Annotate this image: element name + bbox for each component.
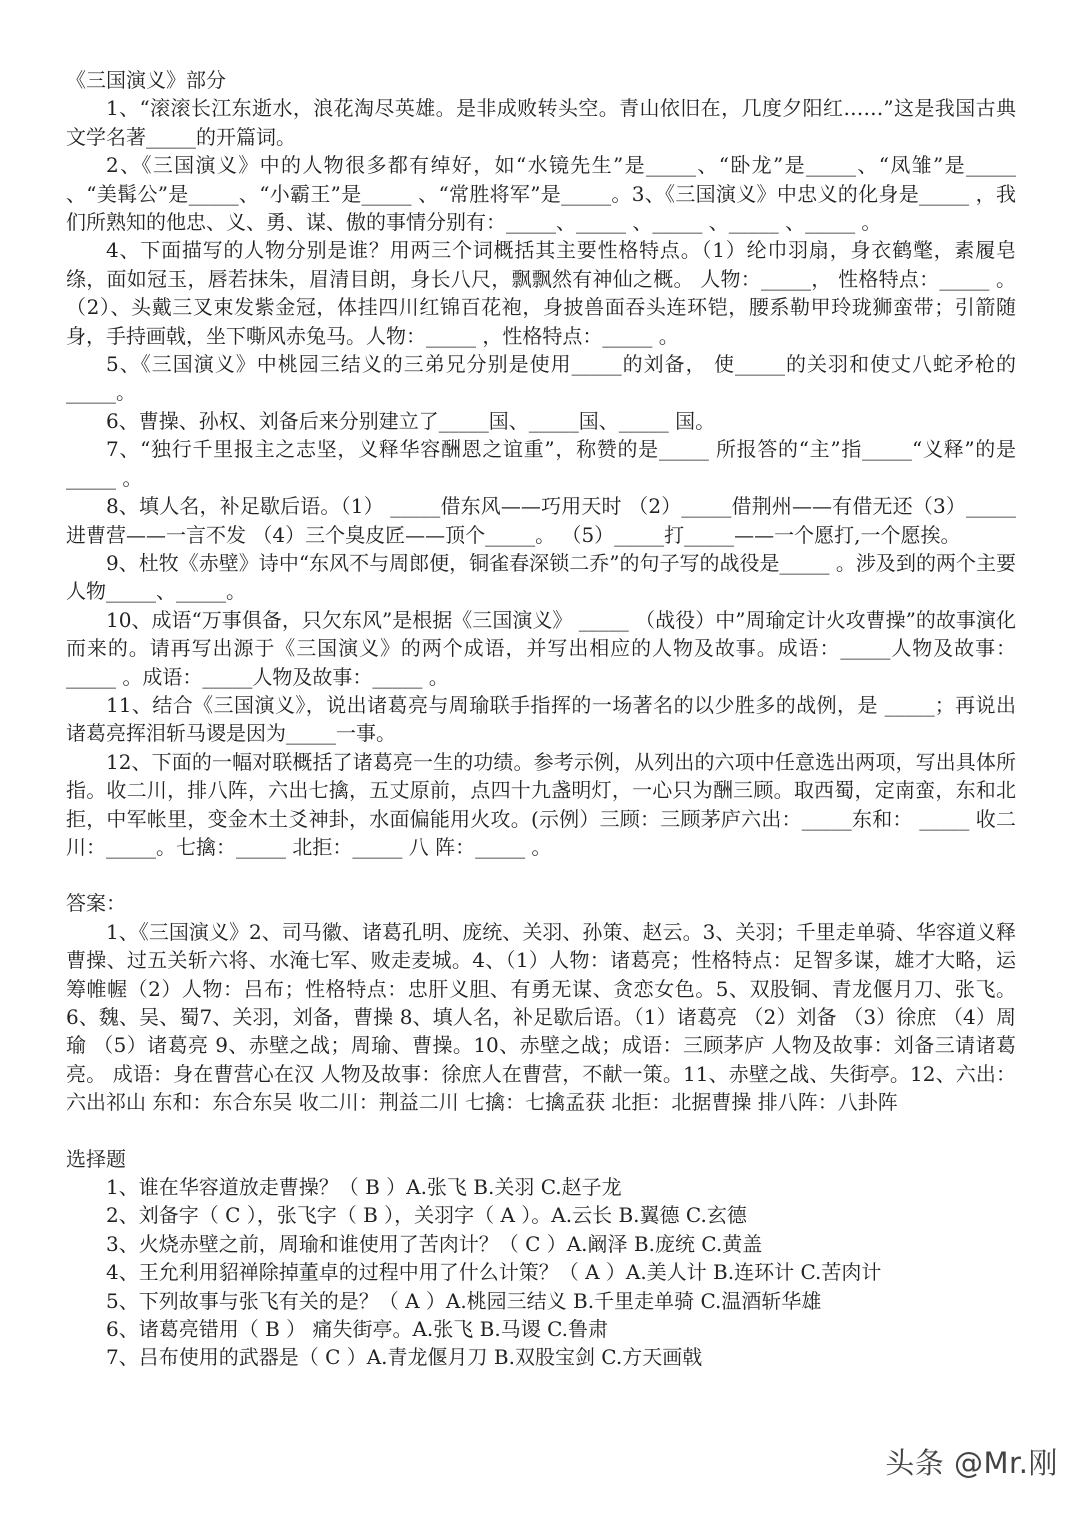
- question-11: 11、结合《三国演义》，说出诸葛亮与周瑜联手指挥的一场著名的以少胜多的战例，是 _____；再说出诸葛亮挥泪斩马谡是因为_____一事。: [66, 692, 1016, 746]
- choice-item-5: 5、下列故事与张飞有关的是？（ A ）A.桃园三结义 B.千里走单骑 C.温酒斩华雄: [106, 1288, 822, 1313]
- watermark: 头条 @Mr.刚: [885, 1446, 1058, 1480]
- choice-item-6: 6、诸葛亮错用（ B ） 痛失街亭。A.张飞 B.马谡 C.鲁肃: [106, 1317, 609, 1342]
- question-8: 8、填人名，补足歇后语。（1） _____借东风——巧用天时 （2）_____借荆州——有借无还（3）_____进曹营——一言不发 （4）三个臭皮匠——顶个_____。 （5）_____打_____——一个愿打,一个愿挨。: [66, 494, 1016, 547]
- choice-item-7: 7、吕布使用的武器是（ C ）A.青龙偃月刀 B.双股宝剑 C.方天画戟: [106, 1345, 703, 1370]
- question-1: 1、“滚滚长江东逝水，浪花淘尽英雄。是非成败转头空。青山依旧在，几度夕阳红……”这是我国古典文学名著_____的开篇词。: [66, 96, 1016, 149]
- question-5: 5、《三国演义》中桃园三结义的三弟兄分别是使用_____的刘备， 使_____的关羽和使丈八蛇矛枪的_____。: [66, 352, 1016, 405]
- choice-item-1: 1、谁在华容道放走曹操？（ B ）A.张飞 B.关羽 C.赵子龙: [106, 1175, 622, 1200]
- question-6: 6、曹操、孙权、刘备后来分别建立了_____国、_____国、_____ 国。: [106, 408, 716, 433]
- question-12: 12、下面的一幅对联概括了诸葛亮一生的功绩。参考示例，从列出的六项中任意选出两项，写出具体所指。收二川，排八阵，六出七擒，五丈原前，点四十九盏明灯，一心只为酬三顾。取西蜀，定南蛮，东和北拒，中军帐里，变金木土爻神卦，水面偏能用火攻。(示例）三顾：三顾茅庐六出：_____东和： _____ 收二川：_____。七擒：_____ 北拒：_____ 八 阵：_____ 。: [66, 749, 1016, 859]
- choice-title: 选择题: [66, 1146, 126, 1171]
- answers-title: 答案：: [66, 891, 126, 916]
- question-9: 9、杜牧《赤壁》诗中“东风不与周郎便，铜雀春深锁二乔”的句子写的战役是_____ 。涉及到的两个主要人物_____、_____。: [66, 550, 1016, 604]
- answers-text: 1、《三国演义》2、司马徽、诸葛孔明、庞统、关羽、孙策、赵云。3、关羽；千里走单骑、华容道义释曹操、过五关斩六将、水淹七军、败走麦城。4、（1）人物：诸葛亮；性格特点：足智多谋，雄才大略，运筹帷幄（2）人物：吕布；性格特点：忠肝义胆、有勇无谋、贪恋女色。5、双股铜、青龙偃月刀、张飞。6、魏、吴、蜀7、关羽，刘备，曹操 8、填人名，补足歇后语。（1）诸葛亮 （2）刘备 （3）徐庶 （4）周瑜 （5）诸葛亮 9、赤壁之战；周瑜、曹操。10、赤壁之战；成语：三顾茅庐 人物及故事：刘备三请诸葛亮。 成语：身在曹营心在汉 人物及故事：徐庶人在曹营，不献一策。11、赤壁之战、失街亭。12、六出：六出祁山 东和：东合东吴 收二川：荆益二川 七擒：七擒孟获 北拒：北据曹操 排八阵：八卦阵: [66, 919, 1016, 1115]
- document-body: [66, 66, 1016, 1372]
- spacer: [66, 861, 1016, 889]
- choice-item-2: 2、刘备字（ C ），张飞字（ B ），关羽字（ A ）。A.云长 B.翼德 C.玄德: [106, 1203, 747, 1228]
- choice-item-4: 4、王允利用貂禅除掉董卓的过程中用了什么计策？（ A ）A.美人计 B.连环计 C.苦肉计: [106, 1260, 882, 1285]
- question-10: 10、成语“万事俱备，只欠东风”是根据《三国演义》 _____ （战役）中”周瑜定计火攻曹操”的故事演化而来的。请再写出源于《三国演义》的两个成语，并写出相应的人物及故事。成语：_____人物及故事：_____ 。成语：_____人物及故事：_____ 。: [66, 607, 1016, 689]
- question-4: 4、下面描写的人物分别是谁？用两三个词概括其主要性格特点。（1）纶巾羽扇，身衣鹤氅，素履皂绦，面如冠玉，唇若抹朱，眉清目朗，身长八尺，飘飘然有神仙之概。 人物：_____， 性格特点：_____ 。（2）、头戴三叉束发紫金冠，体挂四川红锦百花袍，身披兽面吞头连环铠，腰系勒甲玲珑狮蛮带；引箭随身，手持画戟，坐下嘶风赤兔马。人物：_____ ，性格特点：_____ 。: [66, 238, 1016, 348]
- question-7: 7、“独行千里报主之志坚，义释华容酬恩之谊重”，称赞的是_____ 所报答的“主”指_____“义释”的是_____ 。: [66, 437, 1016, 490]
- section-title: 《三国演义》部分: [66, 68, 226, 92]
- choice-item-3: 3、火烧赤壁之前，周瑜和谁使用了苦肉计？（ C ）A.阚泽 B.庞统 C.黄盖: [106, 1231, 763, 1256]
- question-2-3: 2、《三国演义》中的人物很多都有绰好，如“水镜先生”是_____、“卧龙”是_____、“凤雏”是_____ 、“美髯公”是_____、“小霸王”是_____ 、“常胜将军”是_____。3、《三国演义》中忠义的化身是_____ ，我们所熟知的他忠、义、勇、谋、傲的事情分别有：_____、_____ 、_____ 、_____ 、_____ 。: [66, 153, 1016, 235]
- spacer: [66, 1117, 1016, 1145]
